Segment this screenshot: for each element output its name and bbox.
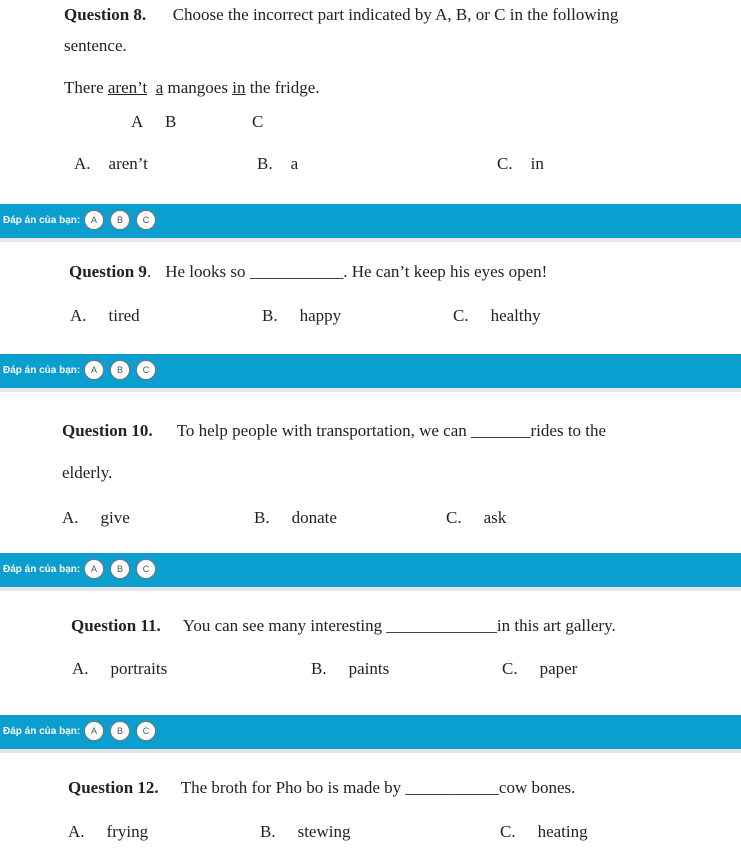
choice-c-button[interactable]: C <box>136 210 156 230</box>
option-text: paper <box>539 659 578 678</box>
question-12-title <box>68 779 575 796</box>
answer-bar-q8 <box>0 204 741 238</box>
marker-c: C <box>252 112 264 131</box>
question-dot: . <box>146 262 152 281</box>
question-11-title <box>71 617 616 634</box>
question-label: Question 9 <box>69 262 147 281</box>
option-text: aren’t <box>108 154 148 173</box>
choice-b-button[interactable]: B <box>110 559 130 579</box>
answer-bar-q11 <box>0 715 741 749</box>
option-letter: B. <box>254 508 270 527</box>
q11-option-b <box>311 660 389 677</box>
q10-option-b <box>254 509 337 526</box>
question-label: Question 10. <box>62 421 153 440</box>
divider <box>0 749 741 753</box>
choice-a-button[interactable]: A <box>84 559 104 579</box>
part-a: aren’t <box>107 78 148 97</box>
option-text: stewing <box>297 822 351 841</box>
option-text: tired <box>108 306 140 325</box>
option-letter: A. <box>68 822 85 841</box>
answer-label: Đáp án của bạn: <box>3 215 81 226</box>
choice-c-button[interactable]: C <box>136 721 156 741</box>
option-letter: A. <box>62 508 79 527</box>
question-text: He looks so ___________. He can’t keep his eyes open! <box>165 262 548 281</box>
q11-option-a <box>72 660 167 677</box>
answer-label: Đáp án của bạn: <box>3 564 81 575</box>
option-letter: C. <box>497 154 513 173</box>
question-8-title-cont: sentence. <box>64 36 127 55</box>
q12-option-b <box>260 823 350 840</box>
q10-option-a <box>62 509 130 526</box>
q9-option-a <box>70 307 140 324</box>
answer-label: Đáp án của bạn: <box>3 726 81 737</box>
choice-b-button[interactable]: B <box>110 721 130 741</box>
part-b: a <box>155 78 164 97</box>
choice-a-button[interactable]: A <box>84 721 104 741</box>
divider <box>0 587 741 591</box>
marker-b: B <box>165 112 177 131</box>
option-text: in <box>530 154 544 173</box>
option-letter: C. <box>446 508 462 527</box>
choice-a-button[interactable]: A <box>84 360 104 380</box>
question-9-title <box>69 263 547 280</box>
q8-option-b <box>257 155 298 172</box>
option-letter: B. <box>311 659 327 678</box>
answer-bar-q10 <box>0 553 741 587</box>
choice-b-button[interactable]: B <box>110 210 130 230</box>
choice-b-button[interactable]: B <box>110 360 130 380</box>
sentence-part: There <box>64 78 108 97</box>
option-letter: B. <box>260 822 276 841</box>
q11-option-c <box>502 660 577 677</box>
option-text: healthy <box>490 306 541 325</box>
question-text: To help people with transportation, we can _______rides to the <box>176 421 607 440</box>
option-letter: A. <box>70 306 87 325</box>
question-label: Question 8. <box>64 5 147 24</box>
q9-option-c <box>453 307 541 324</box>
answer-label: Đáp án của bạn: <box>3 365 81 376</box>
question-text: The broth for Pho bo is made by ___________cow bones. <box>180 778 576 797</box>
q9-option-b <box>262 307 341 324</box>
q8-option-c <box>497 155 544 172</box>
option-letter: C. <box>500 822 516 841</box>
marker-a: A <box>131 112 144 131</box>
q8-option-a <box>74 155 148 172</box>
q12-option-a <box>68 823 148 840</box>
question-label: Question 12. <box>68 778 159 797</box>
option-text: frying <box>106 822 149 841</box>
sentence-part: the fridge. <box>245 78 320 97</box>
choice-c-button[interactable]: C <box>136 360 156 380</box>
answer-bar-q9 <box>0 354 741 388</box>
option-text: donate <box>291 508 337 527</box>
option-text: a <box>290 154 299 173</box>
q12-option-c <box>500 823 588 840</box>
question-text: You can see many interesting _____________in this art gallery. <box>182 616 616 635</box>
part-c: in <box>232 78 246 97</box>
question-8-sentence <box>64 79 320 96</box>
choice-c-button[interactable]: C <box>136 559 156 579</box>
choice-a-button[interactable]: A <box>84 210 104 230</box>
option-text: give <box>100 508 130 527</box>
q10-option-c <box>446 509 506 526</box>
question-8-title <box>64 6 694 23</box>
divider <box>0 388 741 392</box>
question-10-title-cont: elderly. <box>62 463 113 482</box>
option-letter: A. <box>74 154 91 173</box>
option-letter: C. <box>502 659 518 678</box>
option-text: paints <box>348 659 390 678</box>
question-10-title <box>62 422 606 439</box>
divider <box>0 238 741 242</box>
option-text: ask <box>483 508 507 527</box>
option-text: happy <box>299 306 342 325</box>
option-letter: C. <box>453 306 469 325</box>
option-letter: B. <box>257 154 273 173</box>
sentence-part: mangoes <box>163 78 233 97</box>
option-text: heating <box>537 822 588 841</box>
question-text: Choose the incorrect part indicated by A, B, or C in the following <box>172 5 619 24</box>
option-letter: B. <box>262 306 278 325</box>
option-letter: A. <box>72 659 89 678</box>
question-label: Question 11. <box>71 616 161 635</box>
option-text: portraits <box>110 659 168 678</box>
